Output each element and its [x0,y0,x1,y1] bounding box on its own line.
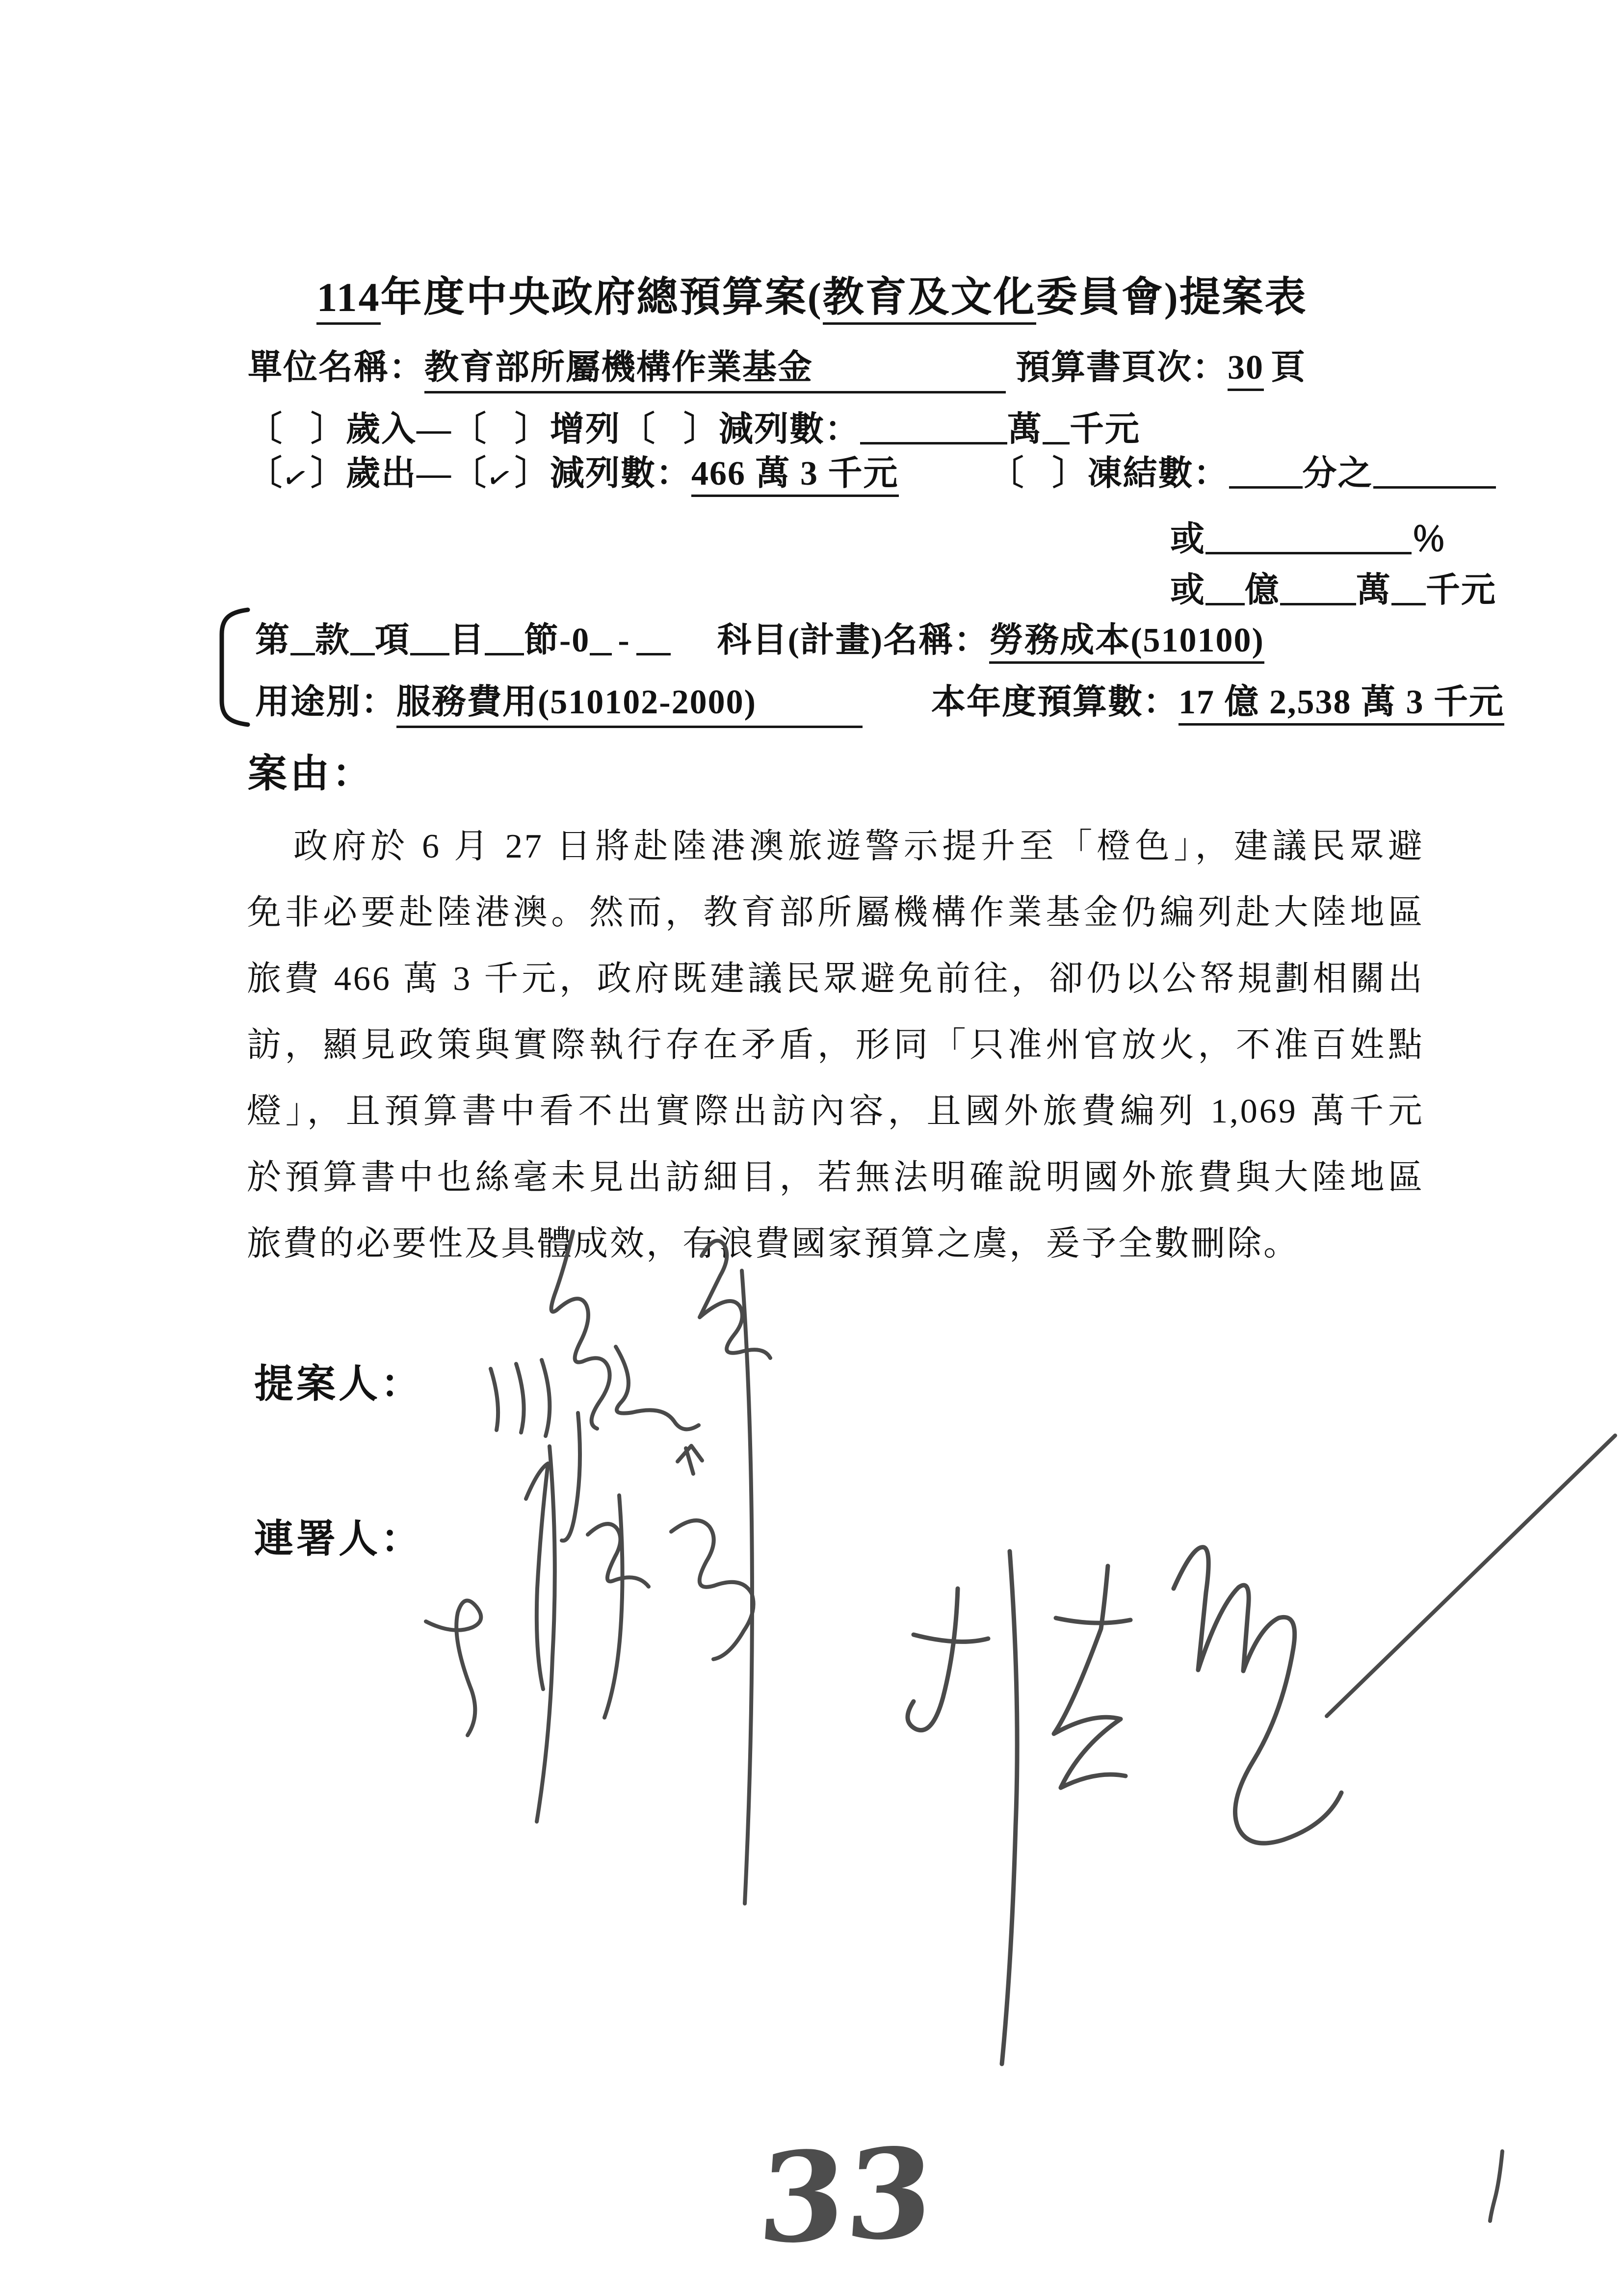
case-body-line: 於預算書中也絲毫未見出訪細目，若無法明確說明國外旅費與大陸地區 [247,1159,1424,1197]
blank-wan [1280,577,1356,605]
item-xiang: 項 [375,622,410,659]
pen-mark [1490,2151,1502,2221]
bracket-open: 〔 [452,411,487,448]
blank-amount [860,417,1007,444]
title-committee: 教育及文化 [823,275,1036,325]
bracket-close: 〕 [311,411,346,448]
increase-checkbox [452,411,550,448]
case-body-line: 燈」，且預算書中看不出實際出訪內容，且國外旅費編列 1,069 萬千元 [247,1093,1424,1130]
blank-percent [1205,526,1412,554]
unit-yi: 億 [1245,572,1280,609]
item-di: 第 [255,622,290,659]
unit-qianyuan: 千元 [1070,411,1140,448]
item-mu: 目 [449,622,485,659]
unit-wan: 萬 [1356,572,1391,609]
title-year: 114 [316,275,380,325]
proposer-signature [491,1231,770,1904]
blank-sub1 [590,627,612,655]
case-body-line: 免非必要赴陸港澳。然而，教育部所屬機構作業基金仍編列赴大陸地區 [247,894,1424,932]
blank-kuan [290,627,315,655]
budget-page-label: 預算書頁次： [1016,349,1228,387]
item-jie: 節-0 [524,622,590,659]
bracket-close: 〕 [515,411,550,448]
blank-xiang [350,627,375,655]
revenue-row [248,401,1140,451]
title-mid: 年度中央政府總預算案( [380,275,823,320]
bracket-close: 〕 [311,455,346,493]
expense-label: 歲出 [346,455,417,493]
blank-yi [1205,577,1245,605]
blank-jie [485,627,524,655]
blank-sub2 [636,627,671,655]
cosigner-label: 連署人： [254,1518,423,1561]
bracket-open: 〔 [621,411,656,448]
case-body-line: 政府於 6 月 27 日將赴陸港澳旅遊警示提升至「橙色」，建議民眾避 [293,828,1424,865]
bracket-open: 〔 [989,455,1025,493]
title-tail: 委員會)提案表 [1036,275,1308,320]
freeze-checkbox [990,455,1088,493]
cosigner-signature-1 [426,1446,754,1822]
subject-value: 勞務成本(510100) [989,622,1264,664]
item-row [255,612,1264,662]
blank-thousand [1043,417,1070,444]
unit-name-value: 教育部所屬機構作業基金 [424,339,1006,393]
expense-check-mark: ✓ [279,459,313,498]
budget-page-value: 30 [1228,349,1264,391]
bracket-close: 〕 [1052,455,1088,493]
case-body-line: 訪，顯見政策與實際執行存在矛盾，形同「只准州官放火，不准百姓點 [247,1026,1424,1064]
expense-checkbox-checked [248,455,346,498]
percent-sign: ％ [1412,521,1447,558]
blank-mu [410,627,449,655]
blank-freeze-numerator [1229,461,1303,489]
usage-value: 服務費用(510102-2000) [396,674,863,728]
expense-dash: — [417,455,452,493]
or-percent-row [1170,511,1447,561]
unit-name-label: 單位名稱： [248,349,424,387]
case-body-line: 旅費的必要性及具體成效，有浪費國家預算之虞，爰予全數刪除。 [247,1225,1300,1263]
unit-qianyuan: 千元 [1426,572,1496,609]
expense-row [248,445,1496,498]
revenue-label: 歲入 [346,411,417,448]
page-title [0,264,1624,323]
expense-decrease-value: 466 萬 3 千元 [691,455,899,497]
or-amount-row [1170,562,1496,612]
blank-freeze-denominator [1373,461,1496,489]
item-dash: - [618,622,630,659]
increase-label: 增列 [550,411,621,448]
subject-label: 科目(計畫)名稱： [717,622,990,659]
case-body-line: 旅費 466 萬 3 千元，政府既建議民眾避免前往，卻仍以公帑規劃相關出 [247,960,1424,998]
bracket-open: 〔 [248,411,283,448]
expense-decrease-check-mark: ✓ [483,459,517,498]
expense-decrease-checkbox-checked [452,455,550,498]
unit-wan: 萬 [1007,411,1043,448]
handwritten-page-number: 33 [754,2120,939,2272]
usage-label: 用途別： [255,683,396,721]
cosigner-signature-2 [908,1435,1615,2064]
bracket-open: 〔 [248,455,283,493]
budget-value: 17 億 2,538 萬 3 千元 [1179,683,1504,726]
revenue-checkbox [248,411,346,448]
bracket-close: 〕 [515,455,550,493]
or-label: 或 [1170,521,1205,558]
fraction-label: 分之 [1302,455,1373,493]
proposer-label: 提案人： [254,1363,423,1406]
expense-decrease-label: 減列數： [550,455,691,493]
case-label: 案由： [248,753,374,796]
bracket-open: 〔 [452,455,487,493]
item-kuan: 款 [315,622,350,659]
decrease-checkbox [621,411,719,448]
unit-name-row [248,339,1306,393]
blank-qian [1391,577,1426,605]
freeze-label: 凍結數： [1087,455,1229,493]
budget-page-unit: 頁 [1271,349,1306,387]
or-label: 或 [1170,572,1205,609]
decrease-amount-label: 減列數： [719,411,860,448]
revenue-dash: — [417,411,452,448]
usage-row [255,674,1504,728]
budget-label: 本年度預算數： [931,683,1179,721]
bracket-close: 〕 [683,411,719,448]
